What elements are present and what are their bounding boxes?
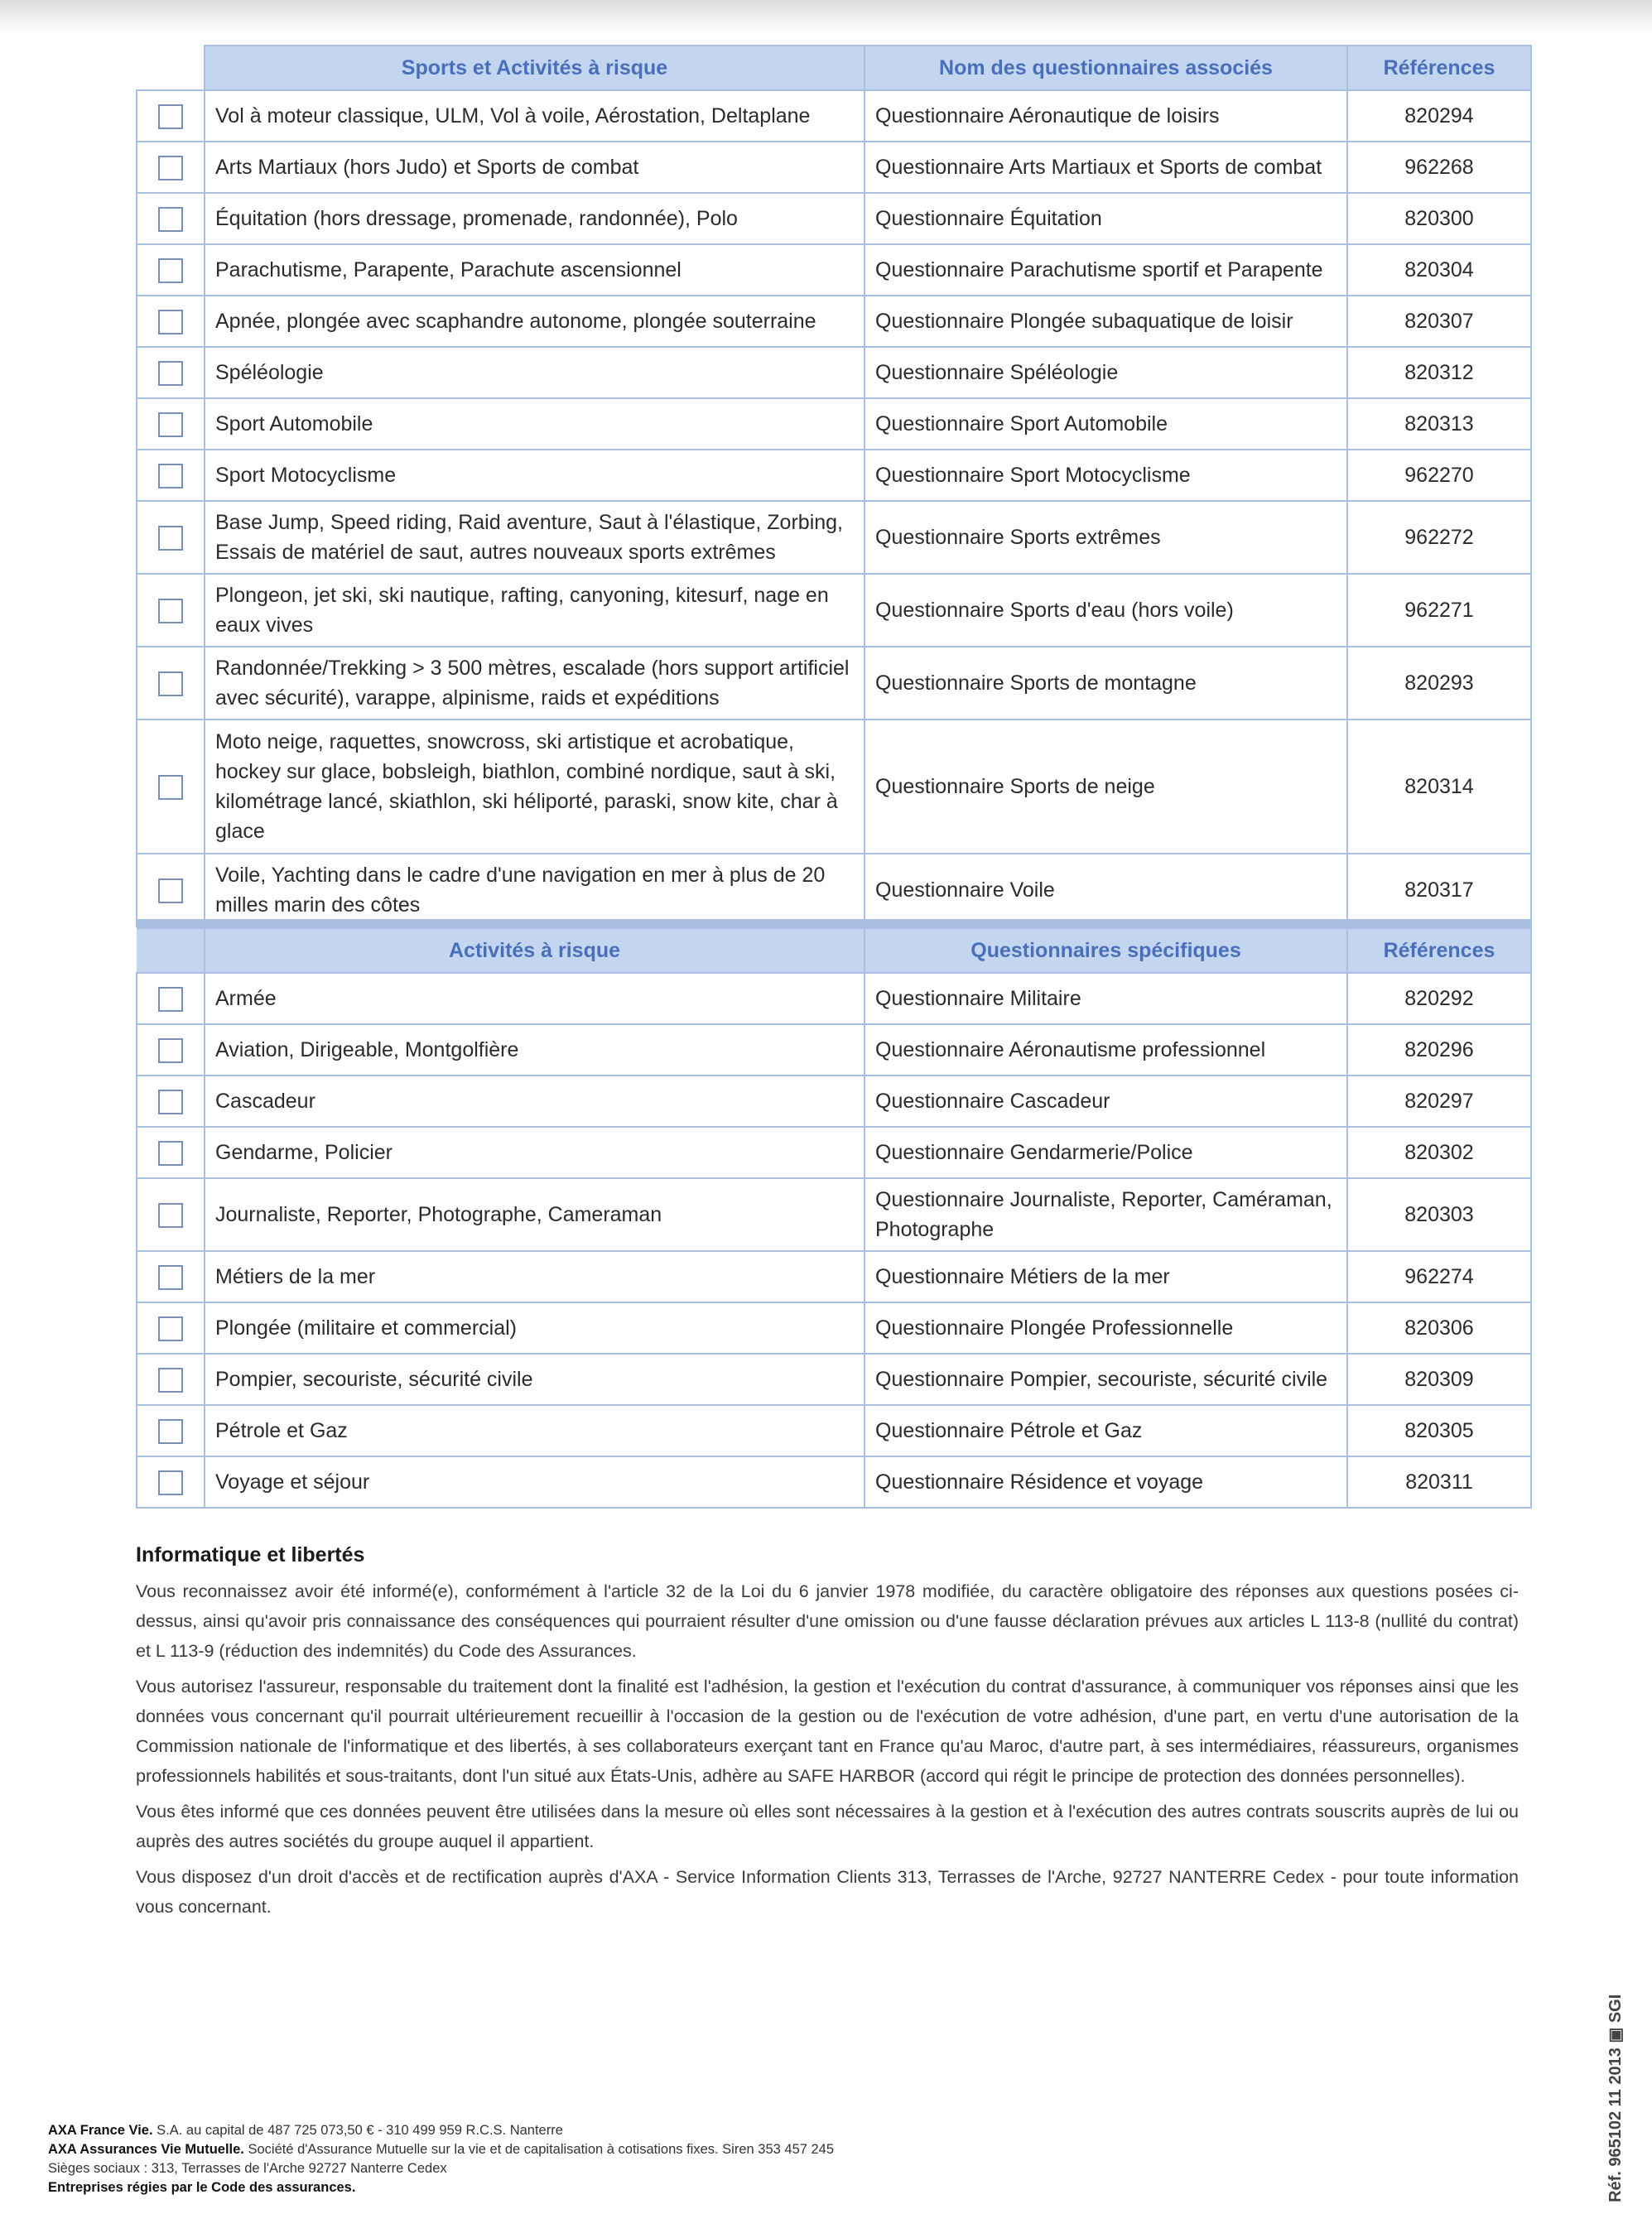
reference-cell: 962274 <box>1347 1251 1531 1302</box>
activity-cell: Cascadeur <box>205 1076 865 1127</box>
activity-cell: Équitation (hors dressage, promenade, randonnée), Polo <box>205 193 865 244</box>
checkbox[interactable] <box>158 310 183 334</box>
questionnaire-cell: Questionnaire Journaliste, Reporter, Caméraman, Photographe <box>865 1178 1347 1251</box>
questionnaire-cell: Questionnaire Sports d'eau (hors voile) <box>865 574 1347 647</box>
questionnaire-cell: Questionnaire Spéléologie <box>865 347 1347 398</box>
checkbox[interactable] <box>158 1316 183 1341</box>
checkbox[interactable] <box>158 671 183 696</box>
footer-regulation-text: Entreprises régies par le Code des assurances. <box>48 2180 356 2195</box>
table-row <box>137 398 1531 450</box>
reference-cell: 820300 <box>1347 193 1531 244</box>
activity-cell: Armée <box>205 973 865 1024</box>
table-row <box>137 574 1531 647</box>
questionnaire-cell: Questionnaire Métiers de la mer <box>865 1251 1347 1302</box>
reference-cell: 820296 <box>1347 1024 1531 1076</box>
checkbox[interactable] <box>158 1203 183 1228</box>
checkbox[interactable] <box>158 207 183 232</box>
header-blank <box>137 924 205 973</box>
activity-cell: Spéléologie <box>205 347 865 398</box>
privacy-paragraph: Vous disposez d'un droit d'accès et de rectification auprès d'AXA - Service Information Clients 313, Terrasses de l'Arche, 92727 NANTERRE Cedex - pour toute information vous concernant. <box>136 1867 1519 1917</box>
activity-cell: Gendarme, Policier <box>205 1127 865 1178</box>
table-row <box>137 1354 1531 1405</box>
table-row <box>137 193 1531 244</box>
privacy-paragraph: Vous reconnaissez avoir été informé(e), conformément à l'article 32 de la Loi du 6 janvier 1978 modifiée, du caractère obligatoire des réponses aux questions posées ci-dessus, ainsi qu'avoir pris connaissance des conséquences qui pourraient résulter d'une omission ou d'une fausse déclaration prévues aux articles L 113-8 (nullité du contrat) et L 113-9 (réduction des indemnités) du Code des Assurances. <box>136 1581 1519 1661</box>
header-activity: Activités à risque <box>205 924 865 973</box>
top-shadow <box>0 0 1652 33</box>
activity-cell: Sport Motocyclisme <box>205 450 865 501</box>
questionnaire-cell: Questionnaire Sport Automobile <box>865 398 1347 450</box>
checkbox[interactable] <box>158 1419 183 1444</box>
reference-cell: 820304 <box>1347 244 1531 296</box>
table-row <box>137 450 1531 501</box>
reference-cell: 820307 <box>1347 296 1531 347</box>
activity-cell: Plongée (militaire et commercial) <box>205 1302 865 1354</box>
checkbox[interactable] <box>158 878 183 903</box>
questionnaire-cell: Questionnaire Équitation <box>865 193 1347 244</box>
activity-cell: Arts Martiaux (hors Judo) et Sports de combat <box>205 142 865 193</box>
questionnaire-cell: Questionnaire Plongée Professionnelle <box>865 1302 1347 1354</box>
questionnaire-cell: Questionnaire Voile <box>865 854 1347 926</box>
table-row <box>137 1127 1531 1178</box>
reference-cell: 820292 <box>1347 973 1531 1024</box>
activity-cell: Pompier, secouriste, sécurité civile <box>205 1354 865 1405</box>
questionnaire-cell: Questionnaire Sports de montagne <box>865 647 1347 719</box>
footer-regulation <box>48 2178 1207 2197</box>
table-row <box>137 347 1531 398</box>
table-row <box>137 1302 1531 1354</box>
reference-cell: 962270 <box>1347 450 1531 501</box>
table-row <box>137 1024 1531 1076</box>
footer-company: AXA France Vie. <box>48 2123 153 2138</box>
checkbox[interactable] <box>158 1141 183 1166</box>
reference-cell: 962272 <box>1347 501 1531 574</box>
reference-cell: 820314 <box>1347 719 1531 854</box>
questionnaire-cell: Questionnaire Sports de neige <box>865 719 1347 854</box>
privacy-paragraph: Vous êtes informé que ces données peuvent être utilisées dans la mesure où elles sont nécessaires à la gestion et à l'exécution des autres contrats souscrits auprès de lui ou auprès des autres sociétés du groupe auquel il appartient. <box>136 1802 1519 1851</box>
checkbox[interactable] <box>158 1265 183 1290</box>
reference-cell: 820311 <box>1347 1456 1531 1508</box>
activity-cell: Moto neige, raquettes, snowcross, ski artistique et acrobatique, hockey sur glace, bobsleigh, biathlon, combiné nordique, saut à ski, kilométrage lancé, skiathlon, ski héliporté, paraski, snow kite, char à glace <box>205 719 865 854</box>
table-header-row <box>137 924 1531 973</box>
activity-cell: Base Jump, Speed riding, Raid aventure, Saut à l'élastique, Zorbing, Essais de matériel de saut, autres nouveaux sports extrêmes <box>205 501 865 574</box>
footer-company-details: S.A. au capital de 487 725 073,50 € - 310 499 959 R.C.S. Nanterre <box>152 2123 563 2138</box>
table-row <box>137 1405 1531 1456</box>
activity-cell: Pétrole et Gaz <box>205 1405 865 1456</box>
reference-cell: 962268 <box>1347 142 1531 193</box>
checkbox[interactable] <box>158 156 183 180</box>
questionnaire-cell: Questionnaire Cascadeur <box>865 1076 1347 1127</box>
activity-cell: Vol à moteur classique, ULM, Vol à voile, Aérostation, Deltaplane <box>205 90 865 142</box>
reference-cell: 820309 <box>1347 1354 1531 1405</box>
checkbox[interactable] <box>158 1368 183 1393</box>
checkbox[interactable] <box>158 361 183 386</box>
legal-footer <box>48 2121 1207 2197</box>
questionnaire-cell: Questionnaire Militaire <box>865 973 1347 1024</box>
table-row <box>137 1456 1531 1508</box>
table-row <box>137 973 1531 1024</box>
reference-cell: 820313 <box>1347 398 1531 450</box>
header-reference: Références <box>1347 46 1531 90</box>
table-row <box>137 719 1531 854</box>
reference-cell: 962271 <box>1347 574 1531 647</box>
questionnaire-cell: Questionnaire Pompier, secouriste, sécurité civile <box>865 1354 1347 1405</box>
table-row <box>137 1251 1531 1302</box>
activity-cell: Métiers de la mer <box>205 1251 865 1302</box>
activity-cell: Randonnée/Trekking > 3 500 mètres, escalade (hors support artificiel avec sécurité), varappe, alpinisme, raids et expéditions <box>205 647 865 719</box>
table-row <box>137 647 1531 719</box>
reference-cell: 820305 <box>1347 1405 1531 1456</box>
checkbox[interactable] <box>158 599 183 623</box>
reference-cell: 820293 <box>1347 647 1531 719</box>
privacy-section <box>136 1540 1519 1927</box>
footer-company-details: Société d'Assurance Mutuelle sur la vie et de capitalisation à cotisations fixes. Siren 353 457 245 <box>243 2142 835 2157</box>
checkbox[interactable] <box>158 1090 183 1114</box>
footer-line <box>48 2140 1207 2159</box>
table-row <box>137 296 1531 347</box>
questionnaire-cell: Questionnaire Plongée subaquatique de loisir <box>865 296 1347 347</box>
reference-cell: 820294 <box>1347 90 1531 142</box>
activity-cell: Parachutisme, Parapente, Parachute ascensionnel <box>205 244 865 296</box>
header-activity: Sports et Activités à risque <box>205 46 865 90</box>
privacy-paragraph: Vous autorisez l'assureur, responsable du traitement dont la finalité est l'adhésion, la gestion et l'exécution du contrat d'assurance, à communiquer vos réponses ainsi que les données vous concernant qu'il pourrait ultérieurement recueillir à l'occasion de la gestion ou de l'exécution de votre adhésion, d'une part, en vertu d'une autorisation de la Commission nationale de l'informatique et des libertés, à ses collaborateurs exerçant tant en France qu'au Maroc, d'autre part, à ses intermédiaires, réassureurs, organismes professionnels habilités et sous-traitants, dont l'un situé aux États-Unis, adhère au SAFE HARBOR (accord qui régit le principe de protection des données personnelles). <box>136 1677 1519 1786</box>
checkbox[interactable] <box>158 1470 183 1495</box>
reference-cell: 820297 <box>1347 1076 1531 1127</box>
document-reference: Réf. 965102 11 2013 ▣ SGI <box>1606 1994 1625 2202</box>
reference-cell: 820302 <box>1347 1127 1531 1178</box>
table-row <box>137 90 1531 142</box>
checkbox[interactable] <box>158 1038 183 1063</box>
questionnaire-cell: Questionnaire Pétrole et Gaz <box>865 1405 1347 1456</box>
activity-cell: Plongeon, jet ski, ski nautique, rafting, canyoning, kitesurf, nage en eaux vives <box>205 574 865 647</box>
header-blank <box>137 46 205 90</box>
questionnaire-cell: Questionnaire Aéronautique de loisirs <box>865 90 1347 142</box>
questionnaire-cell: Questionnaire Sports extrêmes <box>865 501 1347 574</box>
checkbox[interactable] <box>158 258 183 283</box>
table-row <box>137 142 1531 193</box>
privacy-title: Informatique et libertés <box>136 1543 365 1566</box>
table-row <box>137 1178 1531 1251</box>
activity-cell: Voyage et séjour <box>205 1456 865 1508</box>
checkbox[interactable] <box>158 464 183 488</box>
checkbox[interactable] <box>158 412 183 437</box>
questionnaire-cell: Questionnaire Gendarmerie/Police <box>865 1127 1347 1178</box>
checkbox[interactable] <box>158 987 183 1012</box>
questionnaire-cell: Questionnaire Aéronautisme professionnel <box>865 1024 1347 1076</box>
activity-cell: Voile, Yachting dans le cadre d'une navigation en mer à plus de 20 milles marin des côtes <box>205 854 865 926</box>
questionnaire-cell: Questionnaire Arts Martiaux et Sports de combat <box>865 142 1347 193</box>
footer-company: AXA Assurances Vie Mutuelle. <box>48 2142 244 2157</box>
activity-cell: Journaliste, Reporter, Photographe, Cameraman <box>205 1178 865 1251</box>
checkbox[interactable] <box>158 104 183 129</box>
table-row <box>137 244 1531 296</box>
footer-line <box>48 2121 1207 2140</box>
questionnaire-cell: Questionnaire Parachutisme sportif et Parapente <box>865 244 1347 296</box>
footer-address: Sièges sociaux : 313, Terrasses de l'Arche 92727 Nanterre Cedex <box>48 2161 447 2176</box>
table-header-row <box>137 46 1531 90</box>
activity-cell: Sport Automobile <box>205 398 865 450</box>
reference-cell: 820317 <box>1347 854 1531 926</box>
reference-cell: 820306 <box>1347 1302 1531 1354</box>
activity-cell: Apnée, plongée avec scaphandre autonome, plongée souterraine <box>205 296 865 347</box>
header-questionnaire: Nom des questionnaires associés <box>865 46 1347 90</box>
checkbox[interactable] <box>158 775 183 800</box>
reference-cell: 820303 <box>1347 1178 1531 1251</box>
table-row <box>137 854 1531 926</box>
reference-cell: 820312 <box>1347 347 1531 398</box>
table-row <box>137 501 1531 574</box>
header-reference: Références <box>1347 924 1531 973</box>
sports-risk-table <box>136 45 1532 927</box>
table-row <box>137 1076 1531 1127</box>
questionnaire-cell: Questionnaire Résidence et voyage <box>865 1456 1347 1508</box>
questionnaire-cell: Questionnaire Sport Motocyclisme <box>865 450 1347 501</box>
header-questionnaire: Questionnaires spécifiques <box>865 924 1347 973</box>
checkbox[interactable] <box>158 526 183 551</box>
professional-risk-table <box>136 919 1532 1509</box>
activity-cell: Aviation, Dirigeable, Montgolfière <box>205 1024 865 1076</box>
